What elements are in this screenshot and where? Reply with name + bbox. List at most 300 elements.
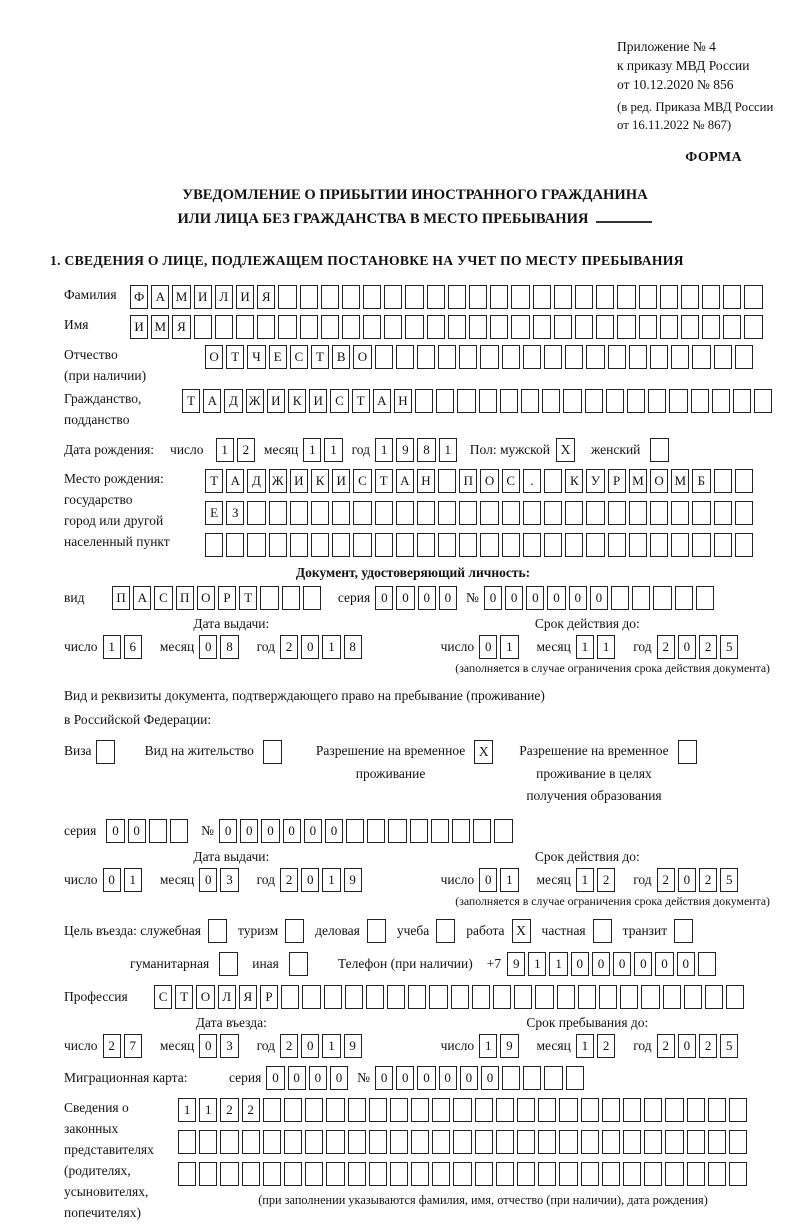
char-cell[interactable]: [369, 1162, 387, 1186]
char-cell[interactable]: [479, 389, 497, 413]
char-cell[interactable]: [326, 1098, 344, 1122]
char-cell[interactable]: [438, 469, 456, 493]
char-cell[interactable]: [565, 345, 583, 369]
char-cell[interactable]: 0: [304, 819, 322, 843]
char-cell[interactable]: Т: [205, 469, 223, 493]
stay-year-cells[interactable]: [657, 1034, 742, 1058]
char-cell[interactable]: И: [236, 285, 254, 309]
char-cell[interactable]: [669, 389, 687, 413]
char-cell[interactable]: [342, 315, 360, 339]
char-cell[interactable]: Д: [224, 389, 242, 413]
char-cell[interactable]: [586, 345, 604, 369]
char-cell[interactable]: [608, 533, 626, 557]
char-cell[interactable]: М: [629, 469, 647, 493]
char-cell[interactable]: 0: [634, 952, 652, 976]
iddoc-expiry-month[interactable]: [576, 635, 618, 659]
char-cell[interactable]: [660, 285, 678, 309]
char-cell[interactable]: Н: [417, 469, 435, 493]
char-cell[interactable]: [496, 1130, 514, 1154]
char-cell[interactable]: Т: [182, 389, 200, 413]
char-cell[interactable]: Л: [218, 985, 236, 1009]
char-cell[interactable]: [517, 1130, 535, 1154]
char-cell[interactable]: [581, 1130, 599, 1154]
char-cell[interactable]: 0: [590, 586, 608, 610]
char-cell[interactable]: [348, 1162, 366, 1186]
char-cell[interactable]: [575, 285, 593, 309]
char-cell[interactable]: [623, 1130, 641, 1154]
char-cell[interactable]: [415, 389, 433, 413]
char-cell[interactable]: [459, 501, 477, 525]
char-cell[interactable]: [533, 315, 551, 339]
char-cell[interactable]: [671, 345, 689, 369]
char-cell[interactable]: [602, 1130, 620, 1154]
char-cell[interactable]: 0: [330, 1066, 348, 1090]
char-cell[interactable]: 2: [280, 1034, 298, 1058]
char-cell[interactable]: [353, 501, 371, 525]
char-cell[interactable]: Р: [260, 985, 278, 1009]
char-cell[interactable]: [575, 315, 593, 339]
birth-month-cells[interactable]: [303, 438, 345, 462]
char-cell[interactable]: [565, 533, 583, 557]
char-cell[interactable]: К: [288, 389, 306, 413]
char-cell[interactable]: М: [671, 469, 689, 493]
char-cell[interactable]: [744, 285, 762, 309]
char-cell[interactable]: [521, 389, 539, 413]
char-cell[interactable]: [632, 586, 650, 610]
char-cell[interactable]: [714, 533, 732, 557]
private-checkbox[interactable]: [593, 919, 612, 943]
char-cell[interactable]: [691, 389, 709, 413]
char-cell[interactable]: [405, 315, 423, 339]
char-cell[interactable]: 2: [280, 635, 298, 659]
char-cell[interactable]: Б: [692, 469, 710, 493]
char-cell[interactable]: А: [133, 586, 151, 610]
char-cell[interactable]: [544, 345, 562, 369]
char-cell[interactable]: [375, 345, 393, 369]
char-cell[interactable]: [744, 315, 762, 339]
char-cell[interactable]: 6: [124, 635, 142, 659]
char-cell[interactable]: [729, 1162, 747, 1186]
char-cell[interactable]: К: [311, 469, 329, 493]
char-cell[interactable]: [429, 985, 447, 1009]
other-checkbox[interactable]: [289, 952, 308, 976]
char-cell[interactable]: [302, 985, 320, 1009]
char-cell[interactable]: 0: [418, 586, 436, 610]
char-cell[interactable]: [523, 501, 541, 525]
char-cell[interactable]: [257, 315, 275, 339]
char-cell[interactable]: [375, 501, 393, 525]
char-cell[interactable]: [345, 985, 363, 1009]
char-cell[interactable]: [538, 1098, 556, 1122]
birth-day-cells[interactable]: [216, 438, 258, 462]
char-cell[interactable]: 0: [240, 819, 258, 843]
char-cell[interactable]: [496, 1098, 514, 1122]
char-cell[interactable]: 1: [124, 868, 142, 892]
stay-month-cells[interactable]: [576, 1034, 618, 1058]
doc-number-cells[interactable]: [484, 586, 717, 610]
char-cell[interactable]: [494, 819, 512, 843]
char-cell[interactable]: [578, 985, 596, 1009]
char-cell[interactable]: О: [353, 345, 371, 369]
char-cell[interactable]: 2: [699, 635, 717, 659]
char-cell[interactable]: [366, 985, 384, 1009]
char-cell[interactable]: 2: [699, 1034, 717, 1058]
char-cell[interactable]: Л: [215, 285, 233, 309]
char-cell[interactable]: [581, 1162, 599, 1186]
char-cell[interactable]: [348, 1130, 366, 1154]
char-cell[interactable]: [611, 586, 629, 610]
char-cell[interactable]: [473, 819, 491, 843]
char-cell[interactable]: [178, 1162, 196, 1186]
char-cell[interactable]: 1: [375, 438, 393, 462]
char-cell[interactable]: А: [151, 285, 169, 309]
char-cell[interactable]: С: [154, 586, 172, 610]
char-cell[interactable]: [586, 501, 604, 525]
char-cell[interactable]: Е: [205, 501, 223, 525]
char-cell[interactable]: А: [373, 389, 391, 413]
char-cell[interactable]: [705, 985, 723, 1009]
char-cell[interactable]: [480, 533, 498, 557]
char-cell[interactable]: [220, 1130, 238, 1154]
char-cell[interactable]: [408, 985, 426, 1009]
char-cell[interactable]: 0: [678, 868, 696, 892]
tourism-checkbox[interactable]: [285, 919, 304, 943]
char-cell[interactable]: О: [196, 985, 214, 1009]
char-cell[interactable]: [475, 1162, 493, 1186]
char-cell[interactable]: [650, 533, 668, 557]
char-cell[interactable]: [205, 533, 223, 557]
char-cell[interactable]: 0: [460, 1066, 478, 1090]
char-cell[interactable]: [726, 985, 744, 1009]
char-cell[interactable]: [260, 586, 278, 610]
char-cell[interactable]: [405, 285, 423, 309]
char-cell[interactable]: 0: [199, 868, 217, 892]
char-cell[interactable]: 8: [220, 635, 238, 659]
char-cell[interactable]: [453, 1162, 471, 1186]
char-cell[interactable]: Я: [257, 285, 275, 309]
char-cell[interactable]: Н: [394, 389, 412, 413]
char-cell[interactable]: [623, 1162, 641, 1186]
char-cell[interactable]: [388, 819, 406, 843]
char-cell[interactable]: [321, 315, 339, 339]
char-cell[interactable]: [675, 586, 693, 610]
patronymic-cells[interactable]: [205, 345, 756, 369]
char-cell[interactable]: 9: [500, 1034, 518, 1058]
char-cell[interactable]: 0: [592, 952, 610, 976]
char-cell[interactable]: Т: [226, 345, 244, 369]
char-cell[interactable]: [735, 469, 753, 493]
char-cell[interactable]: [644, 1098, 662, 1122]
permit-issue-year[interactable]: [280, 868, 365, 892]
char-cell[interactable]: 0: [283, 819, 301, 843]
char-cell[interactable]: Т: [239, 586, 257, 610]
char-cell[interactable]: [480, 501, 498, 525]
permit-expiry-day[interactable]: [479, 868, 521, 892]
char-cell[interactable]: [729, 1130, 747, 1154]
char-cell[interactable]: [586, 533, 604, 557]
char-cell[interactable]: [681, 285, 699, 309]
char-cell[interactable]: 0: [103, 868, 121, 892]
char-cell[interactable]: 0: [261, 819, 279, 843]
migcard-series-cells[interactable]: [266, 1066, 351, 1090]
char-cell[interactable]: А: [203, 389, 221, 413]
char-cell[interactable]: С: [330, 389, 348, 413]
char-cell[interactable]: [199, 1130, 217, 1154]
char-cell[interactable]: [480, 345, 498, 369]
char-cell[interactable]: [735, 501, 753, 525]
char-cell[interactable]: [305, 1130, 323, 1154]
char-cell[interactable]: 5: [720, 868, 738, 892]
char-cell[interactable]: [281, 985, 299, 1009]
char-cell[interactable]: [332, 501, 350, 525]
char-cell[interactable]: [348, 1098, 366, 1122]
char-cell[interactable]: [278, 315, 296, 339]
char-cell[interactable]: [566, 1066, 584, 1090]
char-cell[interactable]: [469, 285, 487, 309]
char-cell[interactable]: 1: [178, 1098, 196, 1122]
char-cell[interactable]: 0: [526, 586, 544, 610]
char-cell[interactable]: 0: [199, 635, 217, 659]
char-cell[interactable]: Д: [247, 469, 265, 493]
char-cell[interactable]: [457, 389, 475, 413]
birthplace-cells-row2[interactable]: [205, 501, 756, 525]
char-cell[interactable]: 3: [220, 1034, 238, 1058]
char-cell[interactable]: 1: [216, 438, 234, 462]
char-cell[interactable]: К: [565, 469, 583, 493]
char-cell[interactable]: 0: [547, 586, 565, 610]
char-cell[interactable]: [269, 533, 287, 557]
char-cell[interactable]: [247, 533, 265, 557]
char-cell[interactable]: [533, 285, 551, 309]
char-cell[interactable]: 0: [325, 819, 343, 843]
char-cell[interactable]: 1: [199, 1098, 217, 1122]
entry-month-cells[interactable]: [199, 1034, 241, 1058]
char-cell[interactable]: О: [197, 586, 215, 610]
char-cell[interactable]: 0: [301, 1034, 319, 1058]
char-cell[interactable]: [324, 985, 342, 1009]
char-cell[interactable]: 9: [344, 868, 362, 892]
char-cell[interactable]: [490, 315, 508, 339]
char-cell[interactable]: [648, 389, 666, 413]
char-cell[interactable]: [644, 1162, 662, 1186]
char-cell[interactable]: [311, 533, 329, 557]
char-cell[interactable]: [723, 315, 741, 339]
char-cell[interactable]: 2: [103, 1034, 121, 1058]
iddoc-issue-year[interactable]: [280, 635, 365, 659]
char-cell[interactable]: Ж: [246, 389, 264, 413]
doc-series-cells[interactable]: [375, 586, 460, 610]
char-cell[interactable]: А: [226, 469, 244, 493]
char-cell[interactable]: [692, 501, 710, 525]
char-cell[interactable]: [554, 315, 572, 339]
char-cell[interactable]: [514, 985, 532, 1009]
char-cell[interactable]: [639, 285, 657, 309]
profession-cells[interactable]: [154, 985, 747, 1009]
char-cell[interactable]: [714, 469, 732, 493]
char-cell[interactable]: [194, 315, 212, 339]
visa-checkbox[interactable]: [96, 740, 115, 764]
char-cell[interactable]: У: [586, 469, 604, 493]
char-cell[interactable]: [220, 1162, 238, 1186]
char-cell[interactable]: [490, 285, 508, 309]
char-cell[interactable]: [617, 285, 635, 309]
char-cell[interactable]: [453, 1098, 471, 1122]
char-cell[interactable]: [702, 315, 720, 339]
char-cell[interactable]: [390, 1098, 408, 1122]
char-cell[interactable]: [369, 1130, 387, 1154]
char-cell[interactable]: И: [309, 389, 327, 413]
char-cell[interactable]: [410, 819, 428, 843]
char-cell[interactable]: [692, 345, 710, 369]
char-cell[interactable]: [650, 501, 668, 525]
char-cell[interactable]: [305, 1162, 323, 1186]
char-cell[interactable]: [199, 1162, 217, 1186]
char-cell[interactable]: [411, 1130, 429, 1154]
char-cell[interactable]: [303, 586, 321, 610]
char-cell[interactable]: [269, 501, 287, 525]
char-cell[interactable]: [671, 501, 689, 525]
char-cell[interactable]: 1: [322, 635, 340, 659]
char-cell[interactable]: [565, 501, 583, 525]
char-cell[interactable]: [342, 285, 360, 309]
char-cell[interactable]: [585, 389, 603, 413]
char-cell[interactable]: [278, 285, 296, 309]
char-cell[interactable]: [608, 501, 626, 525]
edu-permit-checkbox[interactable]: [678, 740, 697, 764]
char-cell[interactable]: [263, 1130, 281, 1154]
char-cell[interactable]: [544, 501, 562, 525]
char-cell[interactable]: 0: [479, 868, 497, 892]
char-cell[interactable]: [754, 389, 772, 413]
char-cell[interactable]: [321, 285, 339, 309]
char-cell[interactable]: [517, 1098, 535, 1122]
char-cell[interactable]: 2: [597, 868, 615, 892]
birth-year-cells[interactable]: [375, 438, 460, 462]
char-cell[interactable]: [687, 1162, 705, 1186]
char-cell[interactable]: [660, 315, 678, 339]
char-cell[interactable]: [523, 533, 541, 557]
char-cell[interactable]: 1: [322, 868, 340, 892]
char-cell[interactable]: 1: [597, 635, 615, 659]
char-cell[interactable]: 2: [699, 868, 717, 892]
char-cell[interactable]: 2: [657, 635, 675, 659]
char-cell[interactable]: [671, 533, 689, 557]
study-checkbox[interactable]: [436, 919, 455, 943]
char-cell[interactable]: 5: [720, 635, 738, 659]
char-cell[interactable]: И: [332, 469, 350, 493]
char-cell[interactable]: 9: [507, 952, 525, 976]
char-cell[interactable]: [396, 345, 414, 369]
char-cell[interactable]: [684, 985, 702, 1009]
char-cell[interactable]: 0: [613, 952, 631, 976]
char-cell[interactable]: 0: [678, 635, 696, 659]
rep-cells-row1[interactable]: [178, 1098, 788, 1122]
char-cell[interactable]: [448, 285, 466, 309]
char-cell[interactable]: [714, 345, 732, 369]
char-cell[interactable]: 9: [344, 1034, 362, 1058]
char-cell[interactable]: [544, 469, 562, 493]
char-cell[interactable]: [665, 1130, 683, 1154]
char-cell[interactable]: 2: [657, 868, 675, 892]
char-cell[interactable]: С: [290, 345, 308, 369]
char-cell[interactable]: 1: [500, 868, 518, 892]
char-cell[interactable]: П: [459, 469, 477, 493]
char-cell[interactable]: 0: [439, 1066, 457, 1090]
sex-male-checkbox[interactable]: X: [556, 438, 575, 462]
char-cell[interactable]: [448, 315, 466, 339]
char-cell[interactable]: [517, 1162, 535, 1186]
char-cell[interactable]: [523, 345, 541, 369]
char-cell[interactable]: [436, 389, 454, 413]
char-cell[interactable]: 0: [439, 586, 457, 610]
char-cell[interactable]: [469, 315, 487, 339]
char-cell[interactable]: И: [194, 285, 212, 309]
char-cell[interactable]: [735, 345, 753, 369]
business-checkbox[interactable]: [367, 919, 386, 943]
char-cell[interactable]: [417, 345, 435, 369]
char-cell[interactable]: [708, 1162, 726, 1186]
surname-cells[interactable]: [130, 285, 766, 309]
char-cell[interactable]: [639, 315, 657, 339]
char-cell[interactable]: 3: [220, 868, 238, 892]
char-cell[interactable]: И: [267, 389, 285, 413]
char-cell[interactable]: [502, 501, 520, 525]
char-cell[interactable]: 0: [481, 1066, 499, 1090]
char-cell[interactable]: [692, 533, 710, 557]
char-cell[interactable]: [396, 501, 414, 525]
char-cell[interactable]: 1: [103, 635, 121, 659]
name-cells[interactable]: [130, 315, 766, 339]
char-cell[interactable]: [535, 985, 553, 1009]
char-cell[interactable]: .: [523, 469, 541, 493]
char-cell[interactable]: [367, 819, 385, 843]
char-cell[interactable]: [451, 985, 469, 1009]
char-cell[interactable]: 9: [396, 438, 414, 462]
char-cell[interactable]: [284, 1162, 302, 1186]
permit-number-cells[interactable]: [219, 819, 516, 843]
char-cell[interactable]: [226, 533, 244, 557]
char-cell[interactable]: 0: [678, 1034, 696, 1058]
char-cell[interactable]: [623, 1098, 641, 1122]
permit-issue-day[interactable]: [103, 868, 145, 892]
char-cell[interactable]: [242, 1130, 260, 1154]
char-cell[interactable]: 2: [242, 1098, 260, 1122]
char-cell[interactable]: [602, 1098, 620, 1122]
char-cell[interactable]: [708, 1130, 726, 1154]
char-cell[interactable]: Т: [175, 985, 193, 1009]
char-cell[interactable]: [236, 315, 254, 339]
char-cell[interactable]: [629, 501, 647, 525]
sex-female-checkbox[interactable]: [650, 438, 669, 462]
doc-type-cells[interactable]: [112, 586, 324, 610]
char-cell[interactable]: [346, 819, 364, 843]
char-cell[interactable]: [511, 315, 529, 339]
permit-series-cells[interactable]: [106, 819, 191, 843]
char-cell[interactable]: [475, 1130, 493, 1154]
char-cell[interactable]: 0: [396, 586, 414, 610]
char-cell[interactable]: В: [332, 345, 350, 369]
entry-day-cells[interactable]: [103, 1034, 145, 1058]
char-cell[interactable]: [411, 1098, 429, 1122]
char-cell[interactable]: [326, 1130, 344, 1154]
char-cell[interactable]: 0: [505, 586, 523, 610]
char-cell[interactable]: 2: [220, 1098, 238, 1122]
char-cell[interactable]: [641, 985, 659, 1009]
char-cell[interactable]: [712, 389, 730, 413]
char-cell[interactable]: [538, 1162, 556, 1186]
char-cell[interactable]: А: [396, 469, 414, 493]
char-cell[interactable]: [554, 285, 572, 309]
